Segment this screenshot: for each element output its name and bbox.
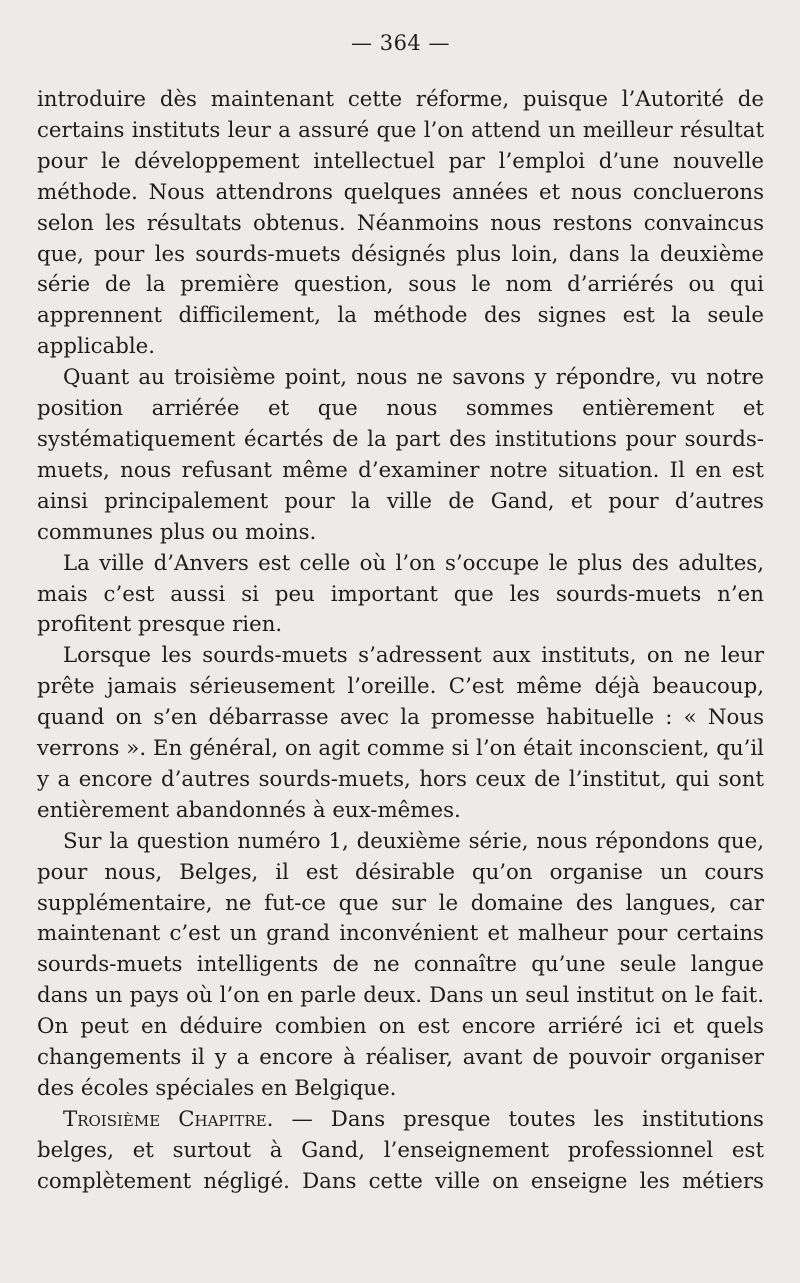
paragraph-2: Quant au troisième point, nous ne savons y répondre, vu notre position arriérée et que nous sommes entièrement et systématiquement écartés de la part des institutions pour sourds-muets, nous refusant même d’examiner notre situation. Il en est ainsi principalement pour la ville de Gand, et pour d’autres communes plus ou moins. xyxy=(37,365,764,545)
paragraph-6-text: — Dans presque toutes les institutions belges, et surtout à Gand, l’enseignement professionnel est complètement négligé. Dans cette ville on enseigne les métiers xyxy=(37,1106,764,1194)
paragraph-4: Lorsque les sourds-muets s’adressent aux instituts, on ne leur prête jamais sérieusement l’oreille. C’est même déjà beaucoup, quand on s’en débarrasse avec la promesse habituelle : « Nous verrons ». En général, on agit comme si l’on était inconscient, qu’il y a encore d’autres sourds-muets, hors ceux de l’institut, qui sont entièrement abandonnés à eux-mêmes. xyxy=(37,643,764,823)
paragraph-5: Sur la question numéro 1, deuxième série, nous répondons que, pour nous, Belges, il est désirable qu’on organise un cours supplémentaire, ne fut-ce que sur le domaine des langues, car maintenant c’est un grand inconvénient et malheur pour certains sourds-muets intelligents de ne connaître qu’une seule langue dans un pays où l’on en parle deux. Dans un seul institut on le fait. On peut en déduire combien on est encore arriéré ici et quels changements il y a encore à réaliser, avant de pouvoir organiser des écoles spéciales en Belgique. xyxy=(37,828,764,1101)
page-number: — 364 — xyxy=(351,31,450,55)
paragraph-3: La ville d’Anvers est celle où l’on s’occupe le plus des adultes, mais c’est aussi si peu important que les sourds-muets n’en profitent presque rien. xyxy=(37,550,764,638)
paragraph-1: introduire dès maintenant cette réforme, puisque l’Autorité de certains instituts leur a assuré que l’on attend un meilleur résultat pour le développement intellectuel par l’emploi d’une nouvelle méthode. Nous attendrons quelques années et nous concluerons selon les résultats obtenus. Néanmoins nous restons convaincus que, pour les sourds-muets désignés plus loin, dans la deuxième série de la première question, sous le nom d’arriérés ou qui apprennent difficilement, la méthode des signes est la seule applicable. xyxy=(37,87,764,360)
chapter-heading: Troisième Chapitre. xyxy=(63,1106,274,1132)
paragraph-6 xyxy=(37,1105,764,1198)
